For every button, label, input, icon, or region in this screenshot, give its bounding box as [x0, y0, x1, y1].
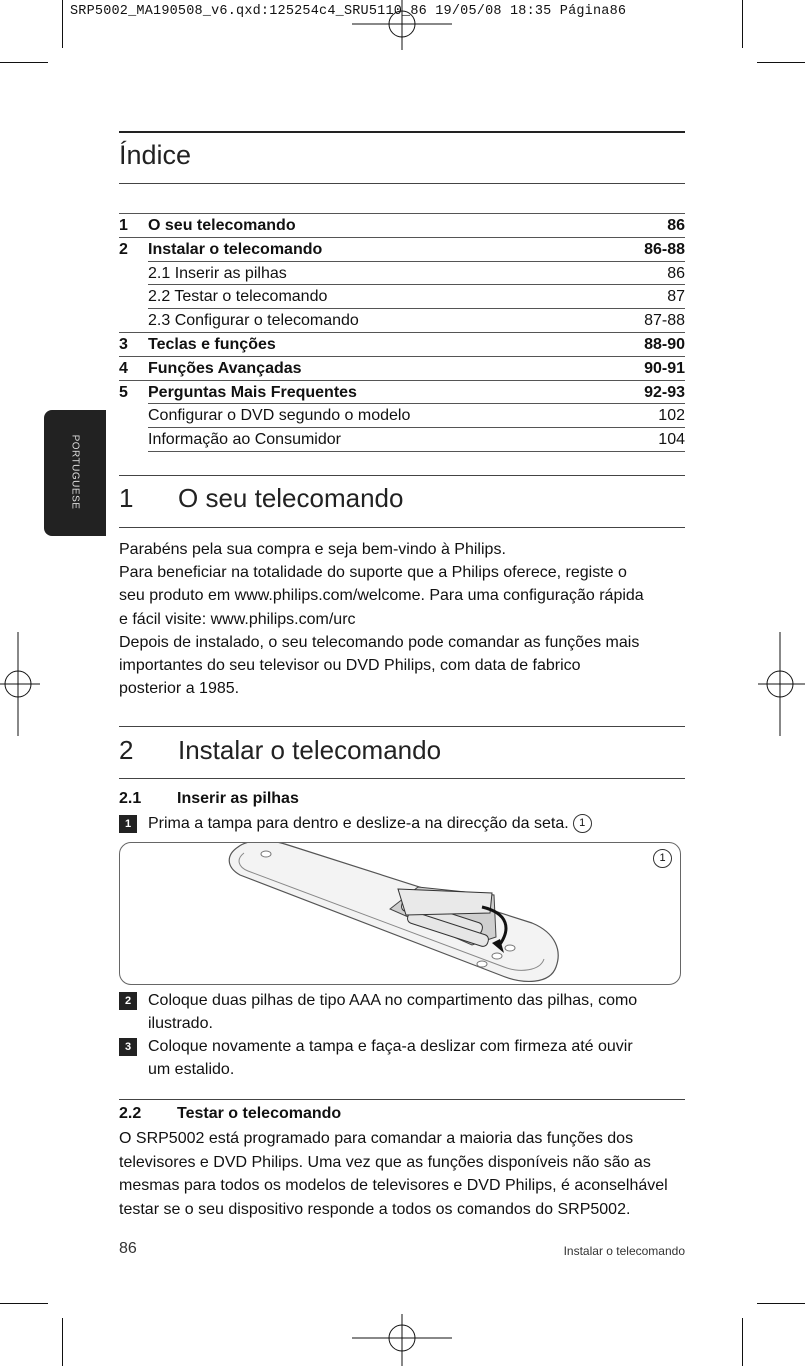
- toc-label: 2.2 Testar o telecomando: [148, 288, 328, 306]
- body-line: O SRP5002 está programado para comandar a maioria das funções dos: [119, 1130, 634, 1147]
- body-line: Para beneficiar na totalidade do suporte que a Philips oferece, registe o: [119, 564, 627, 582]
- step-text-line: Coloque novamente a tampa e faça-a deslizar com firmeza até ouvir: [148, 1038, 633, 1055]
- step-text-line: ilustrado.: [148, 1015, 213, 1032]
- toc-label: Funções Avançadas: [148, 359, 302, 377]
- toc-number: 2: [119, 240, 128, 258]
- toc-label: Perguntas Mais Frequentes: [148, 383, 357, 401]
- registration-mark-left: [0, 632, 40, 736]
- language-tab: [44, 410, 106, 536]
- toc-page: 90-91: [644, 359, 685, 377]
- body-line: mesmas para todos os modelos de televisores e DVD Philips, é aconselhável: [119, 1177, 668, 1194]
- language-tab-label: PORTUGUESE: [69, 434, 81, 510]
- toc-page: 102: [658, 407, 685, 425]
- body-line: Parabéns pela sua compra e seja bem-vindo à Philips.: [119, 541, 506, 558]
- table-of-contents: [119, 213, 685, 452]
- toc-page: 87-88: [644, 312, 685, 330]
- toc-page: 104: [658, 431, 685, 449]
- running-footer: Instalar o telecomando: [563, 1244, 685, 1258]
- toc-label: Instalar o telecomando: [148, 240, 323, 258]
- step-badge: 3: [119, 1038, 137, 1056]
- step-badge: 2: [119, 992, 137, 1010]
- step-2: [119, 989, 689, 1035]
- step-text-line: Coloque duas pilhas de tipo AAA no compartimento das pilhas, como: [148, 992, 638, 1009]
- remote-control-illustration: [120, 843, 680, 984]
- toc-label: Teclas e funções: [148, 335, 276, 353]
- body-line: e fácil visite: www.philips.com/urc: [119, 610, 356, 628]
- toc-label: Configurar o DVD segundo o modelo: [148, 407, 411, 425]
- body-line: Depois de instalado, o seu telecomando pode comandar as funções mais: [119, 633, 640, 651]
- figure-reference: 1: [573, 814, 592, 833]
- body-line: posterior a 1985.: [119, 680, 240, 698]
- step-text-line: um estalido.: [148, 1061, 235, 1078]
- registration-mark-top: [352, 0, 452, 50]
- step-badge: 1: [119, 815, 137, 833]
- divider: [119, 131, 685, 133]
- toc-page: 92-93: [644, 383, 685, 401]
- divider: [119, 183, 685, 184]
- subsection-title: Inserir as pilhas: [177, 790, 299, 807]
- index-title: Índice: [119, 140, 192, 170]
- toc-label: O seu telecomando: [148, 217, 296, 234]
- toc-row: [148, 308, 685, 332]
- subsection-number: 2.2: [119, 1105, 142, 1122]
- body-line: testar se o seu dispositivo responde a todos os comandos do SRP5002.: [119, 1200, 631, 1218]
- subsection-title: Testar o telecomando: [177, 1105, 342, 1122]
- subsection-2-2-body: [119, 1127, 689, 1221]
- toc-row: [119, 356, 685, 380]
- toc-number: 3: [119, 335, 128, 353]
- toc-label: Informação ao Consumidor: [148, 431, 341, 449]
- toc-row: [148, 284, 685, 308]
- toc-page: 86: [667, 217, 685, 234]
- section-2-number: 2: [119, 735, 134, 765]
- registration-mark-bottom: [352, 1314, 452, 1366]
- body-line: seu produto em www.philips.com/welcome. Para uma configuração rápida: [119, 587, 644, 605]
- toc-row: [148, 427, 685, 452]
- toc-row: [148, 261, 685, 285]
- toc-row: [119, 380, 685, 404]
- toc-number: 4: [119, 359, 128, 377]
- toc-number: 1: [119, 217, 128, 234]
- battery-compartment-illustration: [119, 842, 681, 985]
- toc-row: [148, 403, 685, 427]
- toc-number: 5: [119, 383, 128, 401]
- section-1-title: O seu telecomando: [178, 483, 404, 513]
- toc-page: 88-90: [644, 335, 685, 353]
- figure-label: 1: [653, 849, 672, 868]
- body-line: televisores e DVD Philips. Uma vez que as funções disponíveis não são as: [119, 1153, 651, 1171]
- toc-row: [119, 332, 685, 356]
- body-line: importantes do seu televisor ou DVD Philips, com data de fabrico: [119, 657, 581, 675]
- divider: [119, 527, 685, 528]
- toc-label: 2.1 Inserir as pilhas: [148, 264, 287, 282]
- section-1-number: 1: [119, 483, 134, 513]
- divider: [119, 726, 685, 727]
- print-slug: SRP5002_MA190508_v6.qxd:125254c4_SRU5110_86 19/05/08 18:35 Página86: [70, 4, 627, 19]
- section-2-title: Instalar o telecomando: [178, 735, 442, 765]
- step-3: [119, 1035, 689, 1081]
- section-1-body: [119, 538, 689, 700]
- divider: [119, 1099, 685, 1100]
- toc-row: [119, 237, 685, 261]
- toc-page: 86: [667, 264, 685, 282]
- step-1: [119, 812, 689, 835]
- step-text: Prima a tampa para dentro e deslize-a na direcção da seta.: [148, 815, 569, 832]
- toc-page: 87: [667, 288, 685, 306]
- subsection-number: 2.1: [119, 790, 142, 807]
- toc-row: [119, 213, 685, 237]
- divider: [119, 475, 685, 476]
- registration-mark-right: [758, 632, 805, 736]
- divider: [119, 778, 685, 779]
- toc-page: 86-88: [644, 240, 685, 258]
- page-number: 86: [119, 1240, 137, 1257]
- subsection-2-1-heading: [119, 790, 299, 808]
- toc-label: 2.3 Configurar o telecomando: [148, 312, 359, 330]
- subsection-2-2-heading: [119, 1105, 341, 1123]
